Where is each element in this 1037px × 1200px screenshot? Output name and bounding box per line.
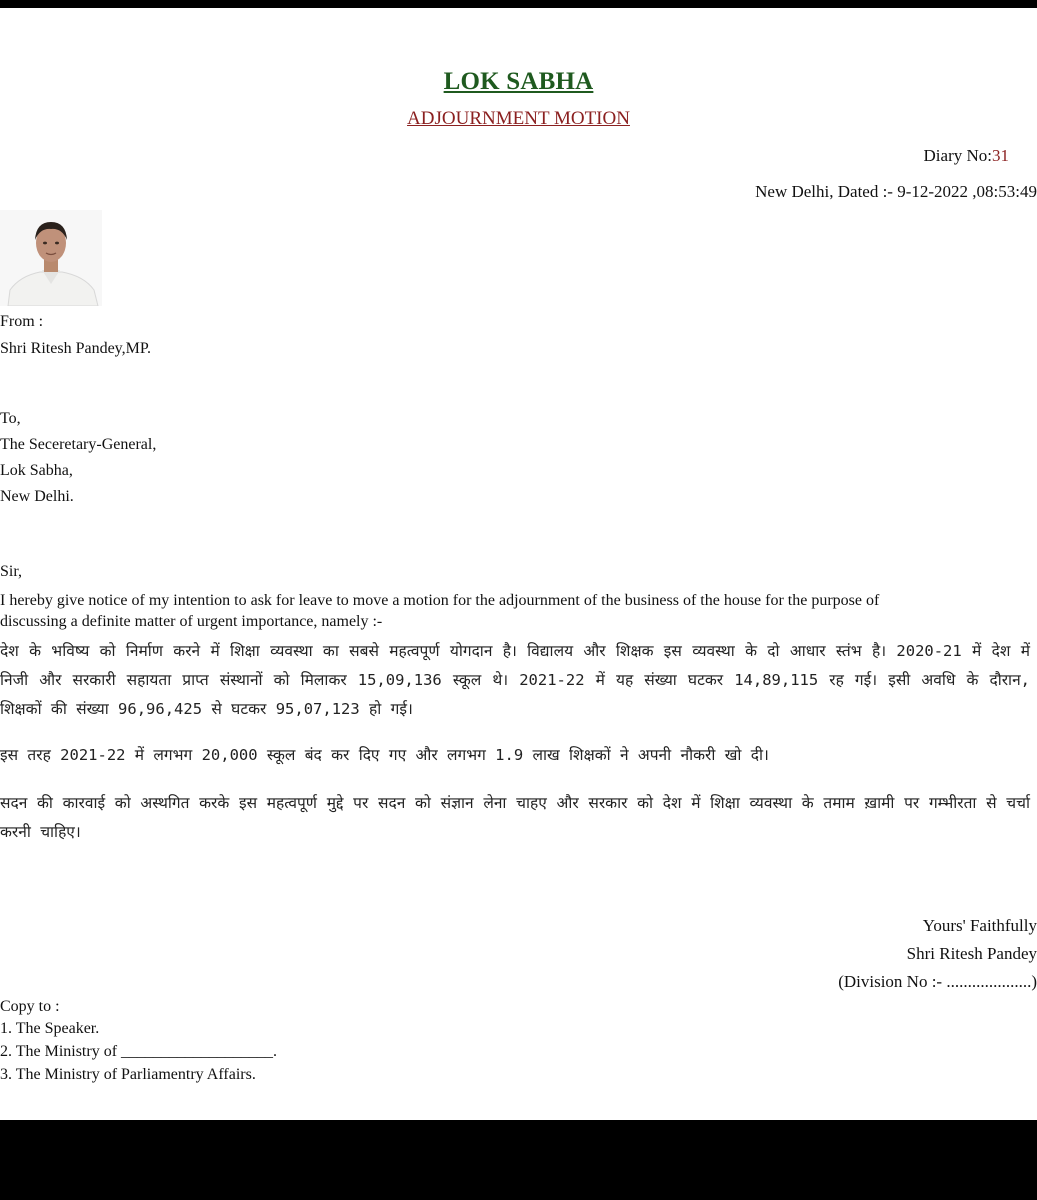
top-black-bar bbox=[0, 0, 1037, 8]
to-line-3: New Delhi. bbox=[0, 488, 74, 505]
salutation: Sir, bbox=[0, 563, 23, 580]
member-photo bbox=[0, 210, 102, 306]
diary-value: 31 bbox=[992, 146, 1009, 165]
bottom-black-bar bbox=[0, 1120, 1037, 1200]
intro-line-1: I hereby give notice of my intention to ask for leave to move a motion for the adjournment of the business of the house for the purpose of bbox=[0, 592, 880, 609]
dated-line: New Delhi, Dated :- 9-12-2022 ,08:53:49 bbox=[755, 182, 1037, 201]
motion-paragraph-1: देश के भविष्य को निर्माण करने में शिक्षा व्यवस्था का सबसे महत्वपूर्ण योगदान है। विद्यालय और शिक्षक इस व्यवस्था के दो आधार स्तंभ है। 2020-21 में देश में निजी और सरकारी सहायता प्राप्त संस्थानों को मिलाकर 15,09,136 स्कूल थे। 2021-22 में यह संख्या घटकर 14,89,115 रह गई। इसी अवधि के दौरान, शिक्षकों की संख्या 96,96,425 से घटकर 95,07,123 हो गई। bbox=[0, 642, 1030, 718]
page-title: LOK SABHA bbox=[443, 68, 594, 95]
copy-to-item-3: 3. The Ministry of Parliamentry Affairs. bbox=[0, 1066, 256, 1083]
from-label: From : bbox=[0, 313, 44, 330]
from-name: Shri Ritesh Pandey,MP. bbox=[0, 340, 151, 357]
to-label: To, bbox=[0, 410, 21, 427]
to-line-2: Lok Sabha, bbox=[0, 462, 73, 479]
signature-name: Shri Ritesh Pandey bbox=[906, 944, 1037, 963]
copy-to-label: Copy to : bbox=[0, 998, 60, 1015]
copy-to-item-2: 2. The Ministry of ___________________. bbox=[0, 1043, 278, 1060]
motion-paragraph-3: सदन की कारवाई को अस्थगित करके इस महत्वपूर्ण मुद्दे पर सदन को संज्ञान लेना चाहए और सरकार को देश में शिक्षा व्यवस्था के तमाम ख़ामी पर गम्भीरता से चर्चा करनी चाहिए। bbox=[0, 794, 1030, 841]
copy-to-item-1: 1. The Speaker. bbox=[0, 1020, 100, 1037]
to-line-1: The Seceretary-General, bbox=[0, 436, 157, 453]
page-subtitle: ADJOURNMENT MOTION bbox=[407, 108, 630, 129]
diary-number bbox=[924, 146, 1009, 166]
intro-line-2: discussing a definite matter of urgent importance, namely :- bbox=[0, 613, 383, 630]
closing: Yours' Faithfully bbox=[922, 916, 1037, 935]
motion-paragraph-2: इस तरह 2021-22 में लगभग 20,000 स्कूल बंद कर दिए गए और लगभग 1.9 लाख शिक्षकों ने अपनी नौकरी खो दी। bbox=[0, 746, 769, 764]
division-number: (Division No :- ....................) bbox=[838, 972, 1037, 991]
diary-label: Diary No: bbox=[923, 146, 992, 165]
